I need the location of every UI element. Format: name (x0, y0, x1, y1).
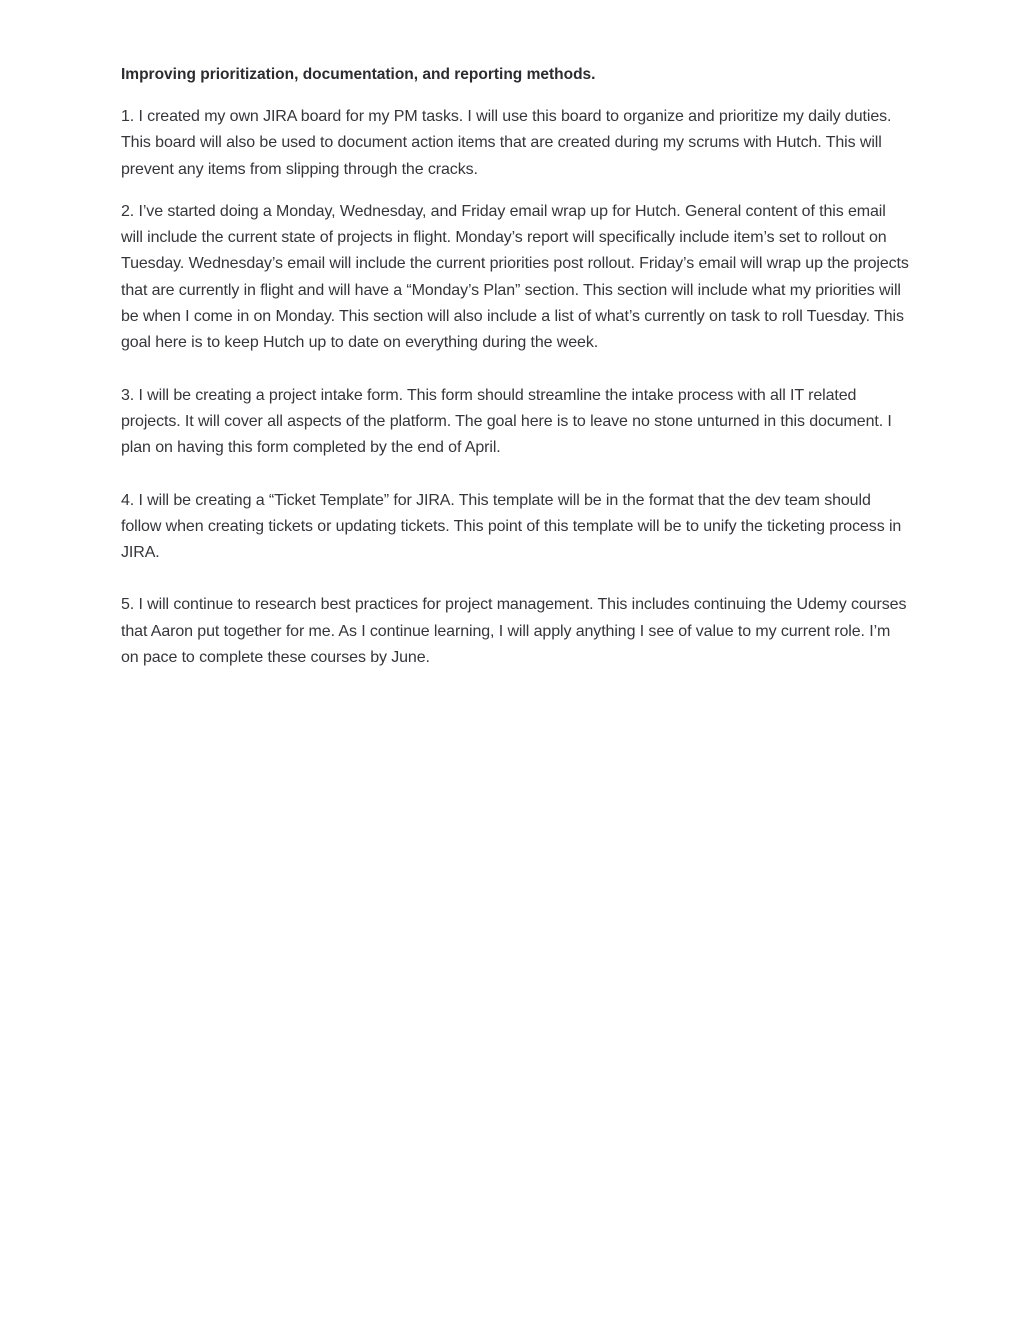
paragraph-3: 3. I will be creating a project intake form. This form should streamline the intake process with all IT related projects. It will cover all aspects of the platform. The goal here is to leave no stone unturned in this document. I plan on having this form completed by the end of April. (121, 386, 892, 457)
paragraph-1: 1. I created my own JIRA board for my PM tasks. I will use this board to organize and prioritize my daily duties. This board will also be used to document action items that are created during my scrums with Hutch. This will prevent any items from slipping through the cracks. (121, 108, 892, 178)
paragraph-5: 5. I will continue to research best practices for project management. This includes continuing the Udemy courses that Aaron put together for me. As I continue learning, I will apply anything I see of value to my current role. I’m on pace to complete these courses by June. (121, 596, 907, 667)
paragraph-4: 4. I will be creating a “Ticket Template” for JIRA. This template will be in the format that the dev team should follow when creating tickets or updating tickets. This point of this template will be to unify the ticketing process in JIRA. (121, 491, 902, 562)
document-page (121, 62, 911, 671)
paragraph-2: 2. I’ve started doing a Monday, Wednesday, and Friday email wrap up for Hutch. General content of this email will include the current state of projects in flight. Monday’s report will specifically include item’s set to rollout on Tuesday. Wednesday’s email will include the current priorities post rollout. Friday’s email will wrap up the projects that are currently in flight and will have a “Monday’s Plan” section. This section will include what my priorities will be when I come in on Monday. This section will also include a list of what’s currently on task to roll Tuesday. This goal here is to keep Hutch up to date on everything during the week. (121, 202, 909, 352)
document-heading: Improving prioritization, documentation, and reporting methods. (121, 66, 596, 83)
